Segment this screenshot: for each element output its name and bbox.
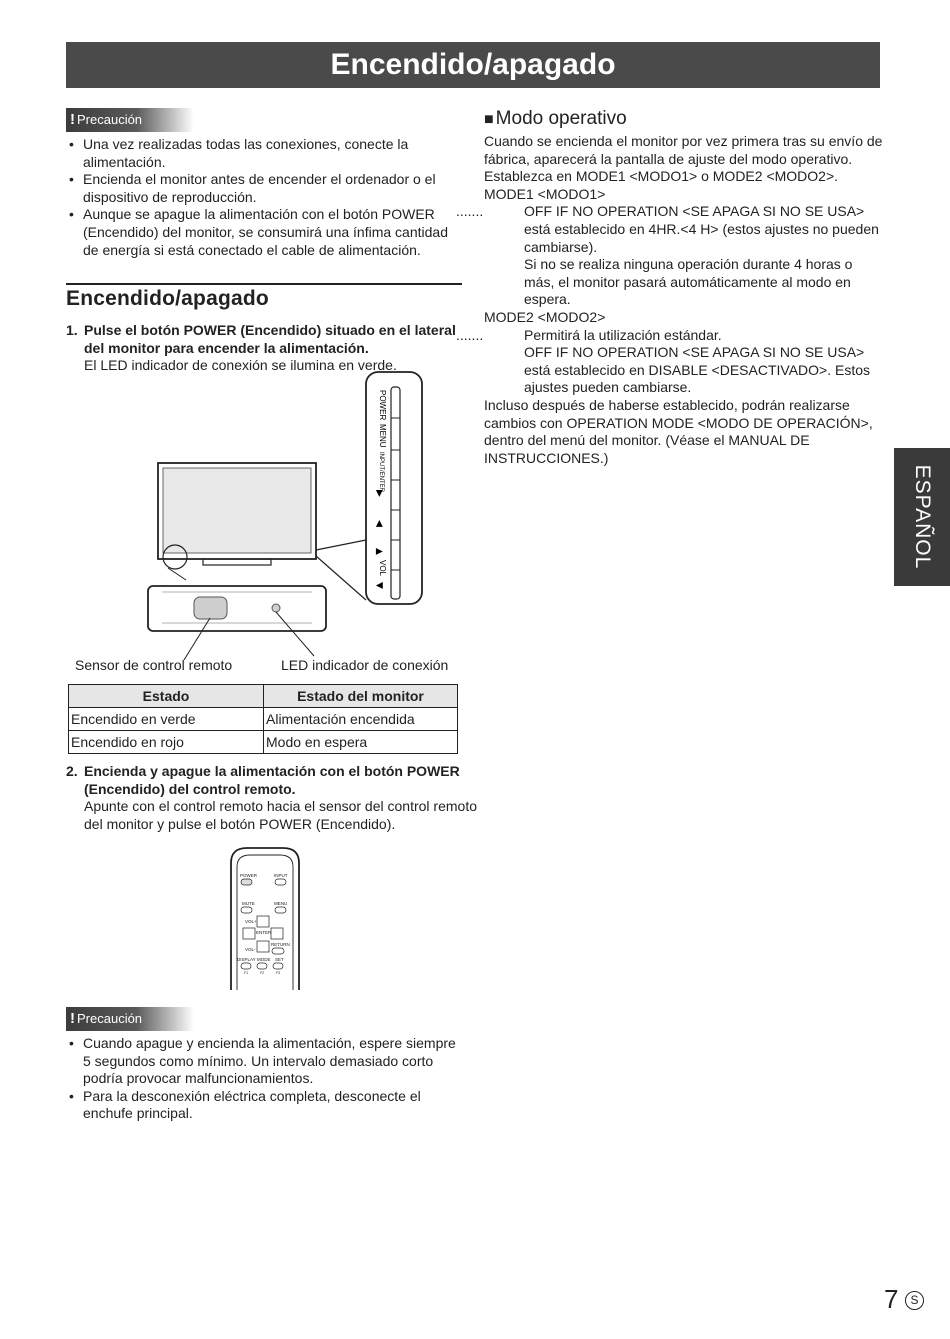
panel-label-left: ◀: [374, 520, 384, 527]
monitor-illustration: [66, 360, 462, 660]
zoom-box: [148, 586, 326, 631]
step-number: 1.: [66, 322, 78, 339]
section-title: Encendido/apagado: [66, 283, 462, 311]
panel-label-up: ▲: [374, 548, 384, 555]
caution-list: [66, 1035, 462, 1123]
panel-label-right: ▶: [374, 490, 384, 497]
step-instruction: Encienda y apague la alimentación con el botón POWER (Encendido) del control remoto.: [84, 763, 460, 797]
right-column: [456, 108, 884, 467]
remote-label-f2: F2: [260, 971, 265, 975]
caption-remote-sensor: Sensor de control remoto: [75, 657, 233, 673]
remote-label-return: RETURN: [271, 942, 290, 947]
mode2-label: MODE2 <MODO2>: [484, 308, 606, 325]
caution-item: • Cuando apague y encienda la alimentación, espere siempre 5 segundos como mínimo. Un intervalo demasiado corto podría provocar malfuncionamientos.: [66, 1035, 462, 1088]
mode2-line-1: Permitirá la utilización estándar.: [524, 326, 722, 343]
caution-item: • Aunque se apague la alimentación con el botón POWER (Encendido) del monitor, se consumirá una ínfima cantidad de energía si está conectado el cable de alimentación.: [66, 206, 462, 259]
panel-label-power: POWER: [378, 390, 387, 421]
remote-label-set: SET: [275, 957, 284, 962]
remote-input-button: [275, 879, 286, 885]
square-bullet-icon: ■: [484, 111, 494, 128]
step-instruction: Pulse el botón POWER (Encendido) situado en el lateral del monitor para encender la alimentación.: [84, 322, 456, 356]
step-2: [66, 763, 480, 833]
caution-item: • Una vez realizadas todas las conexiones, conecte la alimentación.: [66, 136, 462, 171]
mode1-label: MODE1 <MODO1>: [484, 185, 606, 202]
caution-badge: [66, 108, 194, 132]
page-title: Encendido/apagado: [66, 42, 880, 88]
caption-power-led: LED indicador de conexión: [281, 657, 449, 673]
monitor-stand: [203, 559, 271, 565]
panel-label-menu: MENU: [378, 424, 387, 448]
exclamation-icon: !: [70, 111, 75, 128]
panel-label-down: ▼: [374, 582, 384, 589]
table-row: [69, 708, 458, 731]
step-detail: Apunte con el control remoto hacia el sensor del control remoto del monitor y pulse el botón POWER (Encendido).: [84, 798, 477, 832]
caution-item: • Encienda el monitor antes de encender el ordenador o el dispositivo de reproducción.: [66, 171, 462, 206]
caution-block-2: [66, 1007, 462, 1123]
remote-label-display: DISPLAY: [237, 957, 256, 962]
modo-title-text: Modo operativo: [495, 108, 627, 129]
remote-label-vol-minus: VOL-: [245, 947, 256, 952]
remote-sensor: [194, 597, 227, 619]
exclamation-icon: !: [70, 1010, 75, 1027]
modo-intro: Cuando se encienda el monitor por vez primera tras su envío de fábrica, aparecerá la pantalla de ajuste del modo operativo. Establezca en MODE1 <MODO1> o MODE2 <MODO2>.: [484, 133, 883, 185]
left-column: [66, 108, 462, 375]
table-cell: Alimentación encendida: [264, 708, 458, 731]
panel-label-input: INPUT/ENTER: [378, 452, 384, 493]
caution-badge: [66, 1007, 194, 1031]
modo-outro: Incluso después de haberse establecido, podrán realizarse cambios con OPERATION MODE <MODO DE OPERACIÓN>, dentro del menú del monitor. (Véase el MANUAL DE INSTRUCCIONES.): [484, 396, 873, 466]
table-cell: Encendido en rojo: [69, 731, 264, 754]
status-table: [68, 684, 458, 754]
remote-illustration: [225, 845, 305, 990]
side-button-strip: [391, 387, 400, 599]
remote-label-menu: MENU: [274, 901, 288, 906]
mode2-description: [456, 326, 884, 397]
caution-item: • Para la desconexión eléctrica completa, desconecte el enchufe principal.: [66, 1088, 462, 1123]
remote-label-mode: MODE: [257, 957, 271, 962]
monitor-screen: [163, 468, 311, 553]
leader-dots: .......: [456, 326, 484, 343]
modo-title: [484, 108, 884, 130]
panel-label-vol: VOL: [378, 560, 387, 577]
remote-label-enter: ENTER: [256, 930, 272, 935]
table-cell: Encendido en verde: [69, 708, 264, 731]
caution-list: [66, 136, 462, 259]
remote-label-mute: MUTE: [242, 901, 255, 906]
remote-label-f1: F1: [244, 971, 249, 975]
table-cell: Modo en espera: [264, 731, 458, 754]
table-row: [69, 731, 458, 754]
table-header: Estado: [69, 685, 264, 708]
power-led: [272, 604, 280, 612]
language-mark: S: [905, 1291, 924, 1310]
table-header-row: [69, 685, 458, 708]
page-number: 7: [884, 1284, 899, 1314]
language-side-tab: [894, 448, 950, 586]
caution-label: Precaución: [77, 1011, 143, 1026]
mode1-description: [456, 203, 884, 309]
step-number: 2.: [66, 763, 78, 779]
language-label: ESPAÑOL: [911, 464, 934, 570]
remote-label-power: POWER: [240, 873, 258, 878]
leader-dots: .......: [456, 203, 484, 220]
side-panel: [366, 372, 422, 604]
remote-label-input: INPUT: [274, 873, 288, 878]
mode2-line-2: OFF IF NO OPERATION <SE APAGA SI NO SE USA> está establecido en DISABLE <DESACTIVADO>. Estos ajustes pueden cambiarse.: [524, 344, 871, 396]
remote-power-button: [241, 879, 252, 885]
remote-label-f3: F3: [276, 971, 281, 975]
remote-label-vol-plus: VOL+: [245, 919, 257, 924]
step-detail: El LED indicador de conexión se ilumina en verde.: [84, 357, 397, 374]
mode1-line-2: Si no se realiza ninguna operación durante 4 horas o más, el monitor pasará automáticamente al modo en espera.: [524, 256, 853, 308]
table-header: Estado del monitor: [264, 685, 458, 708]
mode1-line-1: OFF IF NO OPERATION <SE APAGA SI NO SE USA> está establecido en 4HR.<4 H> (estos ajustes no pueden cambiarse).: [524, 203, 879, 255]
caution-label: Precaución: [77, 112, 143, 127]
